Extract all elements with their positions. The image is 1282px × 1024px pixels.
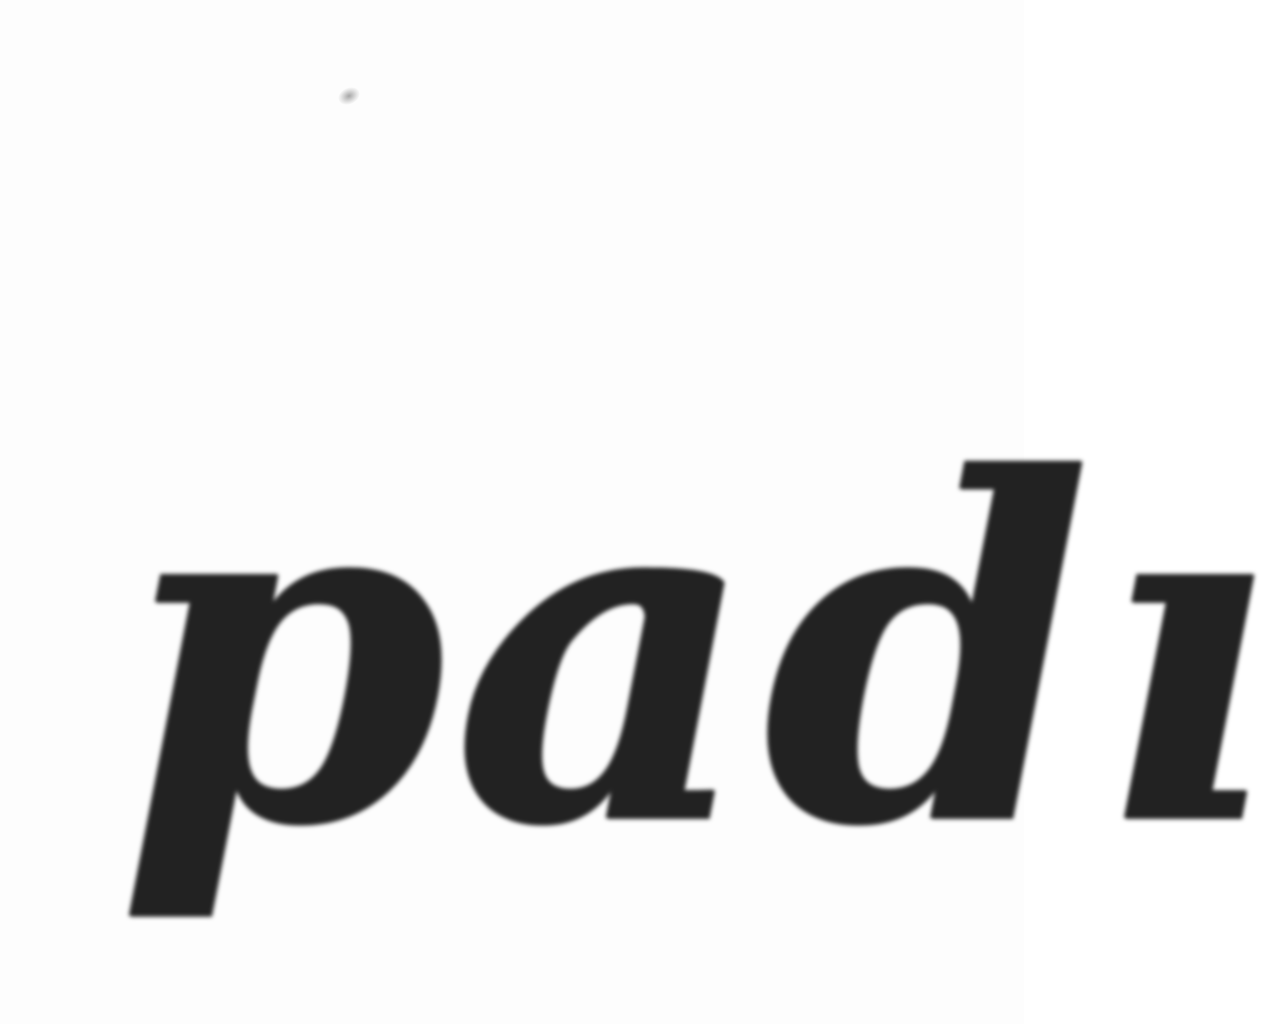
- ink-speck: [336, 84, 363, 108]
- handwritten-word: padı: [118, 377, 1282, 929]
